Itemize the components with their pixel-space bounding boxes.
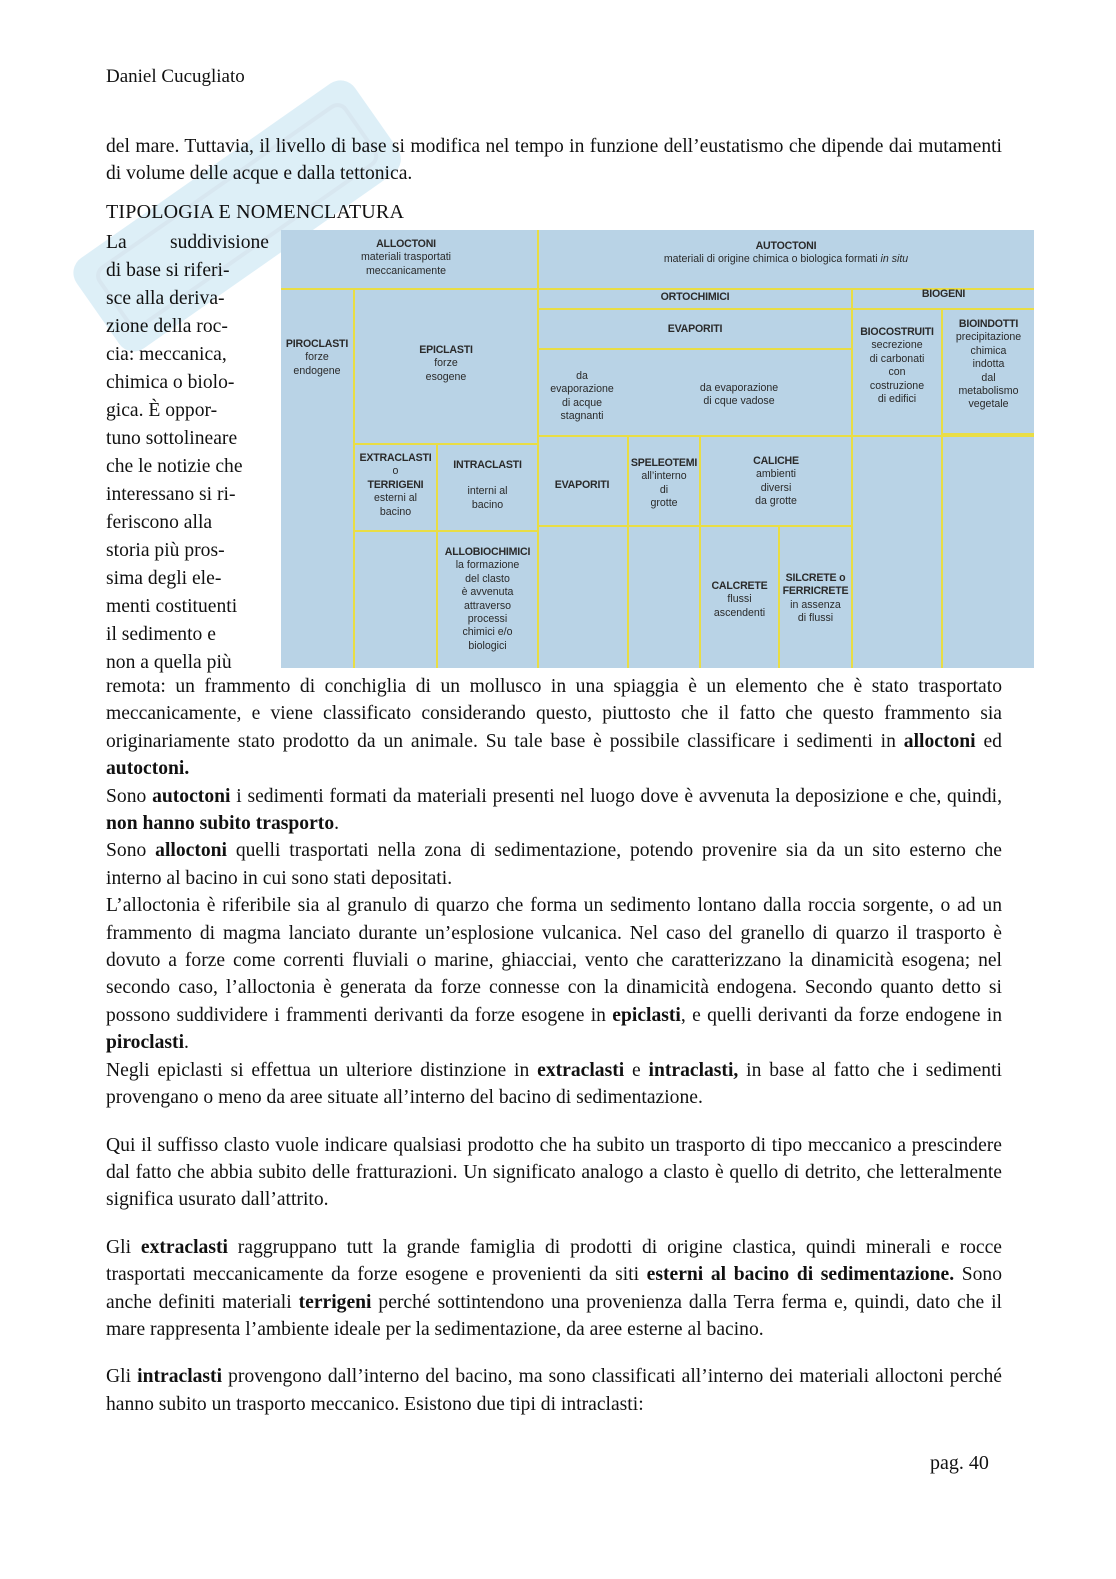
evap-vadose-line: da evaporazione (699, 382, 779, 394)
biocostruiti-sub-line: con (888, 366, 906, 379)
paragraph-7 (106, 1234, 1002, 1344)
side-line: il sedimento e (106, 624, 216, 645)
alloctoni-sub-line: materiali trasportati (360, 251, 452, 264)
evap-vadose-cell (627, 382, 851, 409)
piroclasti-title: PIROCLASTI (285, 338, 349, 350)
piroclasti-cell (281, 338, 353, 378)
biocostruiti-cell (853, 326, 941, 406)
autoctoni-sub-text: materiali di origine chimica o biologica formati (663, 253, 878, 266)
ortochimici-cell (539, 291, 851, 304)
text-run: , e quelli derivanti da forze endogene in (680, 1004, 1002, 1026)
autoctoni-sub (541, 253, 1031, 266)
allobiochimici-sub-line: attraverso (463, 599, 512, 612)
speleotemi-sub-line: grotte (650, 497, 678, 510)
bold-term: non hanno subito trasporto (106, 813, 335, 835)
text-run: in base al fatto che i sedimenti provengano o meno da aree situate all’interno del bacino di sedimentazione. (106, 1059, 1002, 1109)
caliche-cell (701, 455, 851, 509)
author-name: Daniel Cucugliato (106, 66, 245, 87)
paragraph-8 (106, 1363, 1002, 1418)
side-line: feriscono alla (106, 512, 213, 533)
speleotemi-title: SPELEOTEMI (630, 457, 698, 469)
text-run: Sono (106, 785, 153, 807)
grid-line (537, 308, 1034, 310)
text-run: quelli trasportati nella zona di sedimentazione, potendo provenire sia da un sito esterno che interno al bacino in cui sono stati depositati. (106, 840, 1003, 889)
allobiochimici-sub-line: chimici e/o (462, 626, 513, 639)
side-line: menti costituenti (106, 596, 238, 617)
calcrete-sub-line: ascendenti (713, 606, 766, 619)
speleotemi-sub-line: all’interno (641, 470, 687, 483)
calcrete-cell (701, 580, 778, 620)
bold-term: autoctoni. (106, 758, 190, 780)
side-line: tuno sottolineare (106, 428, 238, 449)
grid-line (355, 530, 537, 532)
extraclasti-title-line: EXTRACLASTI (359, 452, 432, 464)
epiclasti-sub-line: esogene (425, 370, 467, 383)
evap-vadose-line: di cque vadose (703, 395, 775, 408)
extraclasti-sub-line: bacino (379, 505, 412, 518)
bioindotti-sub-line: indotta (972, 358, 1005, 371)
evaporiti-top-title: EVAPORITI (667, 323, 723, 335)
grid-line (537, 348, 851, 350)
speleotemi-sub-line: di (659, 483, 669, 496)
biocostruiti-sub-line: costruzione (869, 379, 925, 392)
silcrete-sub-line: di flussi (797, 612, 834, 625)
text-run: e (624, 1059, 649, 1081)
evaporiti-mid-cell (537, 479, 627, 492)
text-run: remota: un frammento di conchiglia di un mollusco in una spiaggia è un elemento che è stato trasportato meccanicamente, e viene classificato considerando questo, piuttosto che il fatto che questo frammento sia originariamente stato prodotto da un animale. Su tale base è possibile classificare i sedimenti in (106, 676, 1002, 752)
paragraph-gap (106, 1112, 1002, 1132)
bioindotti-sub-line: precipitazione (955, 331, 1022, 344)
bioindotti-sub-line: dal (981, 371, 996, 384)
text-run: ed (975, 730, 1002, 752)
allobiochimici-sub-line: è avvenuta (461, 586, 514, 599)
evaporiti-top-cell (539, 323, 851, 336)
allobiochimici-sub-line: la formazione (455, 559, 520, 572)
bold-term: epiclasti (612, 1004, 681, 1026)
extraclasti-title-line: TERRIGENI (367, 478, 424, 491)
piroclasti-sub-line: forze (305, 351, 329, 364)
allobiochimici-title: ALLOBIOCHIMICI (444, 546, 531, 558)
caliche-title: CALICHE (753, 455, 799, 467)
bioindotti-sub-line: chimica (970, 344, 1007, 357)
text-run: Negli epiclasti si effettua un ulteriore distinzione in (106, 1059, 538, 1081)
epiclasti-cell (355, 344, 537, 384)
bold-term: alloctoni (903, 730, 976, 752)
silcrete-title-line: FERRICRETE (782, 585, 849, 598)
evaporiti-mid-title: EVAPORITI (554, 479, 610, 491)
silcrete-cell (780, 572, 851, 626)
bold-term: intraclasti (137, 1366, 223, 1388)
biogeni-title: BIOGENI (921, 288, 966, 300)
intraclasti-title: INTRACLASTI (453, 459, 522, 471)
bold-term: esterni al bacino di sedimentazione. (646, 1264, 955, 1286)
page-number: pag. 40 (930, 1452, 989, 1474)
silcrete-title-line: SILCRETE o (785, 572, 846, 584)
paragraph-gap (106, 1214, 1002, 1234)
grid-line (943, 433, 1034, 435)
paragraph-2 (106, 783, 1002, 838)
allobiochimici-cell (438, 546, 537, 653)
intro-text: del mare. Tuttavia, il livello di base si modifica nel tempo in funzione dell’eustatismo che dipende dai mutamenti di volume delle acque e dalla tettonica. (106, 136, 1002, 185)
biogeni-cell (853, 288, 1034, 301)
side-text-column (106, 229, 269, 677)
biocostruiti-sub-line: secrezione (871, 339, 923, 352)
text-run: Gli (106, 1236, 141, 1258)
evap-stagnanti-line: da (576, 370, 588, 382)
intraclasti-sub-line: bacino (471, 498, 504, 511)
extraclasti-cell (355, 452, 436, 519)
caliche-sub-line: da grotte (755, 495, 797, 508)
piroclasti-sub-line: endogene (293, 364, 341, 377)
allobiochimici-sub-line: processi (467, 613, 508, 626)
speleotemi-cell (629, 457, 699, 511)
side-line: sima degli ele- (106, 568, 222, 589)
epiclasti-title: EPICLASTI (419, 344, 473, 356)
text-run: L’alloctonia è riferibile sia al granulo di quarzo che forma un sedimento lontano dalla roccia sorgente, o ad un frammento di magma lanciato durante un’esplosione vulcanica. Nel caso del granello di quarzo il trasporto è dovuto a forze come correnti fluviali o marine, ghiacciai, vento che caratterizzano la dinamicità esogena; nel secondo caso, l’alloctonia è generata da forze connesse con la dinamicità endogena. Secondo quanto detto si possono suddividere i frammenti derivanti da forze esogene in (106, 895, 1002, 1026)
paragraph-3 (106, 837, 1002, 892)
evap-stagnanti-line: di acque (561, 396, 603, 409)
bold-term: extraclasti (537, 1059, 625, 1081)
text-run: . (184, 1032, 189, 1054)
grid-line (355, 443, 537, 445)
caliche-sub-line: diversi (760, 481, 792, 494)
text-run: perché sottintendono una provenienza dalla Terra ferma e, quindi, dato che il mare rappresenta l’ambiente ideale per la sedimentazione, da aree esterne al bacino. (106, 1291, 1002, 1340)
ortochimici-title: ORTOCHIMICI (660, 291, 730, 303)
intro-paragraph (106, 133, 1002, 188)
grid-line (537, 435, 1034, 437)
autoctoni-cell (541, 240, 1031, 267)
extraclasti-sub-line: esterni al (374, 492, 417, 505)
side-line: storia più pros- (106, 540, 225, 561)
side-line: suddivisione (169, 232, 269, 253)
side-line: cia: meccanica, (106, 344, 227, 365)
text-run: Sono anche definiti materiali (106, 1264, 1003, 1313)
bioindotti-cell (943, 318, 1034, 412)
grid-line (537, 525, 851, 527)
biocostruiti-sub-line: di carbonati (869, 352, 925, 365)
silcrete-sub-line: in assenza (790, 598, 841, 611)
section-heading: TIPOLOGIA E NOMENCLATURA (106, 201, 405, 223)
side-line: gica. È oppor- (106, 400, 218, 421)
text-run: Sono (106, 840, 156, 862)
paragraph-gap (106, 1343, 1002, 1363)
paragraph-1 (106, 673, 1002, 783)
biocostruiti-sub-line: di edifici (877, 393, 917, 406)
text-run: raggruppano tutt la grande famiglia di prodotti di origine clastica, quindi minerali e rocce trasportati meccanicamente da forze esogene e provenienti da siti (106, 1236, 1002, 1286)
caliche-sub-line: ambienti (755, 468, 797, 481)
extraclasti-title-line: o (392, 465, 399, 478)
allobiochimici-sub-line: biologici (468, 639, 507, 652)
side-line: sce alla deriva- (106, 288, 225, 309)
allobiochimici-sub-line: del clasto (465, 572, 510, 585)
paragraph-5 (106, 1057, 1002, 1112)
side-line: chimica o biolo- (106, 372, 235, 393)
paragraph-6: Qui il suffisso clasto vuole indicare qualsiasi prodotto che ha subito un trasporto di tipo meccanico a prescindere dal fatto che abbia subito delle fratturazioni. Un significato analogo a clasto è quello di detrito, che letteralmente significa usurato dall’attrito. (106, 1134, 1002, 1211)
paragraph-4 (106, 892, 1002, 1056)
biocostruiti-title: BIOCOSTRUITI (860, 326, 934, 338)
side-line: di base si riferi- (106, 260, 230, 281)
side-line: interessano si ri- (106, 484, 236, 505)
evap-stagnanti-cell (537, 370, 627, 424)
autoctoni-title: AUTOCTONI (755, 240, 817, 252)
autoctoni-sub-italic: in situ (880, 253, 909, 266)
bold-term: extraclasti (140, 1236, 228, 1258)
alloctoni-title: ALLOCTONI (376, 238, 436, 250)
intraclasti-cell (438, 459, 537, 512)
bioindotti-title: BIOINDOTTI (958, 318, 1019, 330)
intraclasti-sub-line: interni al (467, 485, 508, 498)
bioindotti-sub-line: metabolismo (958, 385, 1019, 398)
text-run: Gli (106, 1366, 138, 1388)
alloctoni-cell (321, 238, 491, 278)
bold-term: autoctoni (152, 785, 231, 807)
main-body (106, 673, 1002, 1418)
evap-stagnanti-line: evaporazione (550, 383, 614, 396)
bold-term: intraclasti, (648, 1059, 739, 1081)
bioindotti-sub-line: vegetale (968, 398, 1009, 411)
side-line: zione della roc- (106, 316, 228, 337)
calcrete-sub-line: flussi (727, 593, 752, 606)
alloctoni-sub-line: meccanicamente (365, 264, 447, 277)
text-run: i sedimenti formati da materiali presenti nel luogo dove è avvenuta la deposizione e che, quindi, (230, 785, 1002, 807)
bold-term: piroclasti (106, 1032, 185, 1054)
epiclasti-sub-line: forze (434, 357, 458, 370)
text-run: provengono dall’interno del bacino, ma sono classificati all’interno dei materiali alloctoni perché hanno subito un trasporto meccanico. Esistono due tipi di intraclasti: (106, 1366, 1002, 1415)
calcrete-title: CALCRETE (711, 580, 768, 592)
text-run: . (334, 813, 340, 835)
side-line: La (106, 232, 127, 253)
evap-stagnanti-line: stagnanti (560, 410, 604, 423)
sediment-classification-diagram (281, 230, 1034, 668)
side-line: non a quella più (106, 652, 232, 673)
bold-term: alloctoni (155, 840, 227, 862)
side-line: che le notizie che (106, 456, 243, 477)
bold-term: terrigeni (298, 1291, 372, 1313)
